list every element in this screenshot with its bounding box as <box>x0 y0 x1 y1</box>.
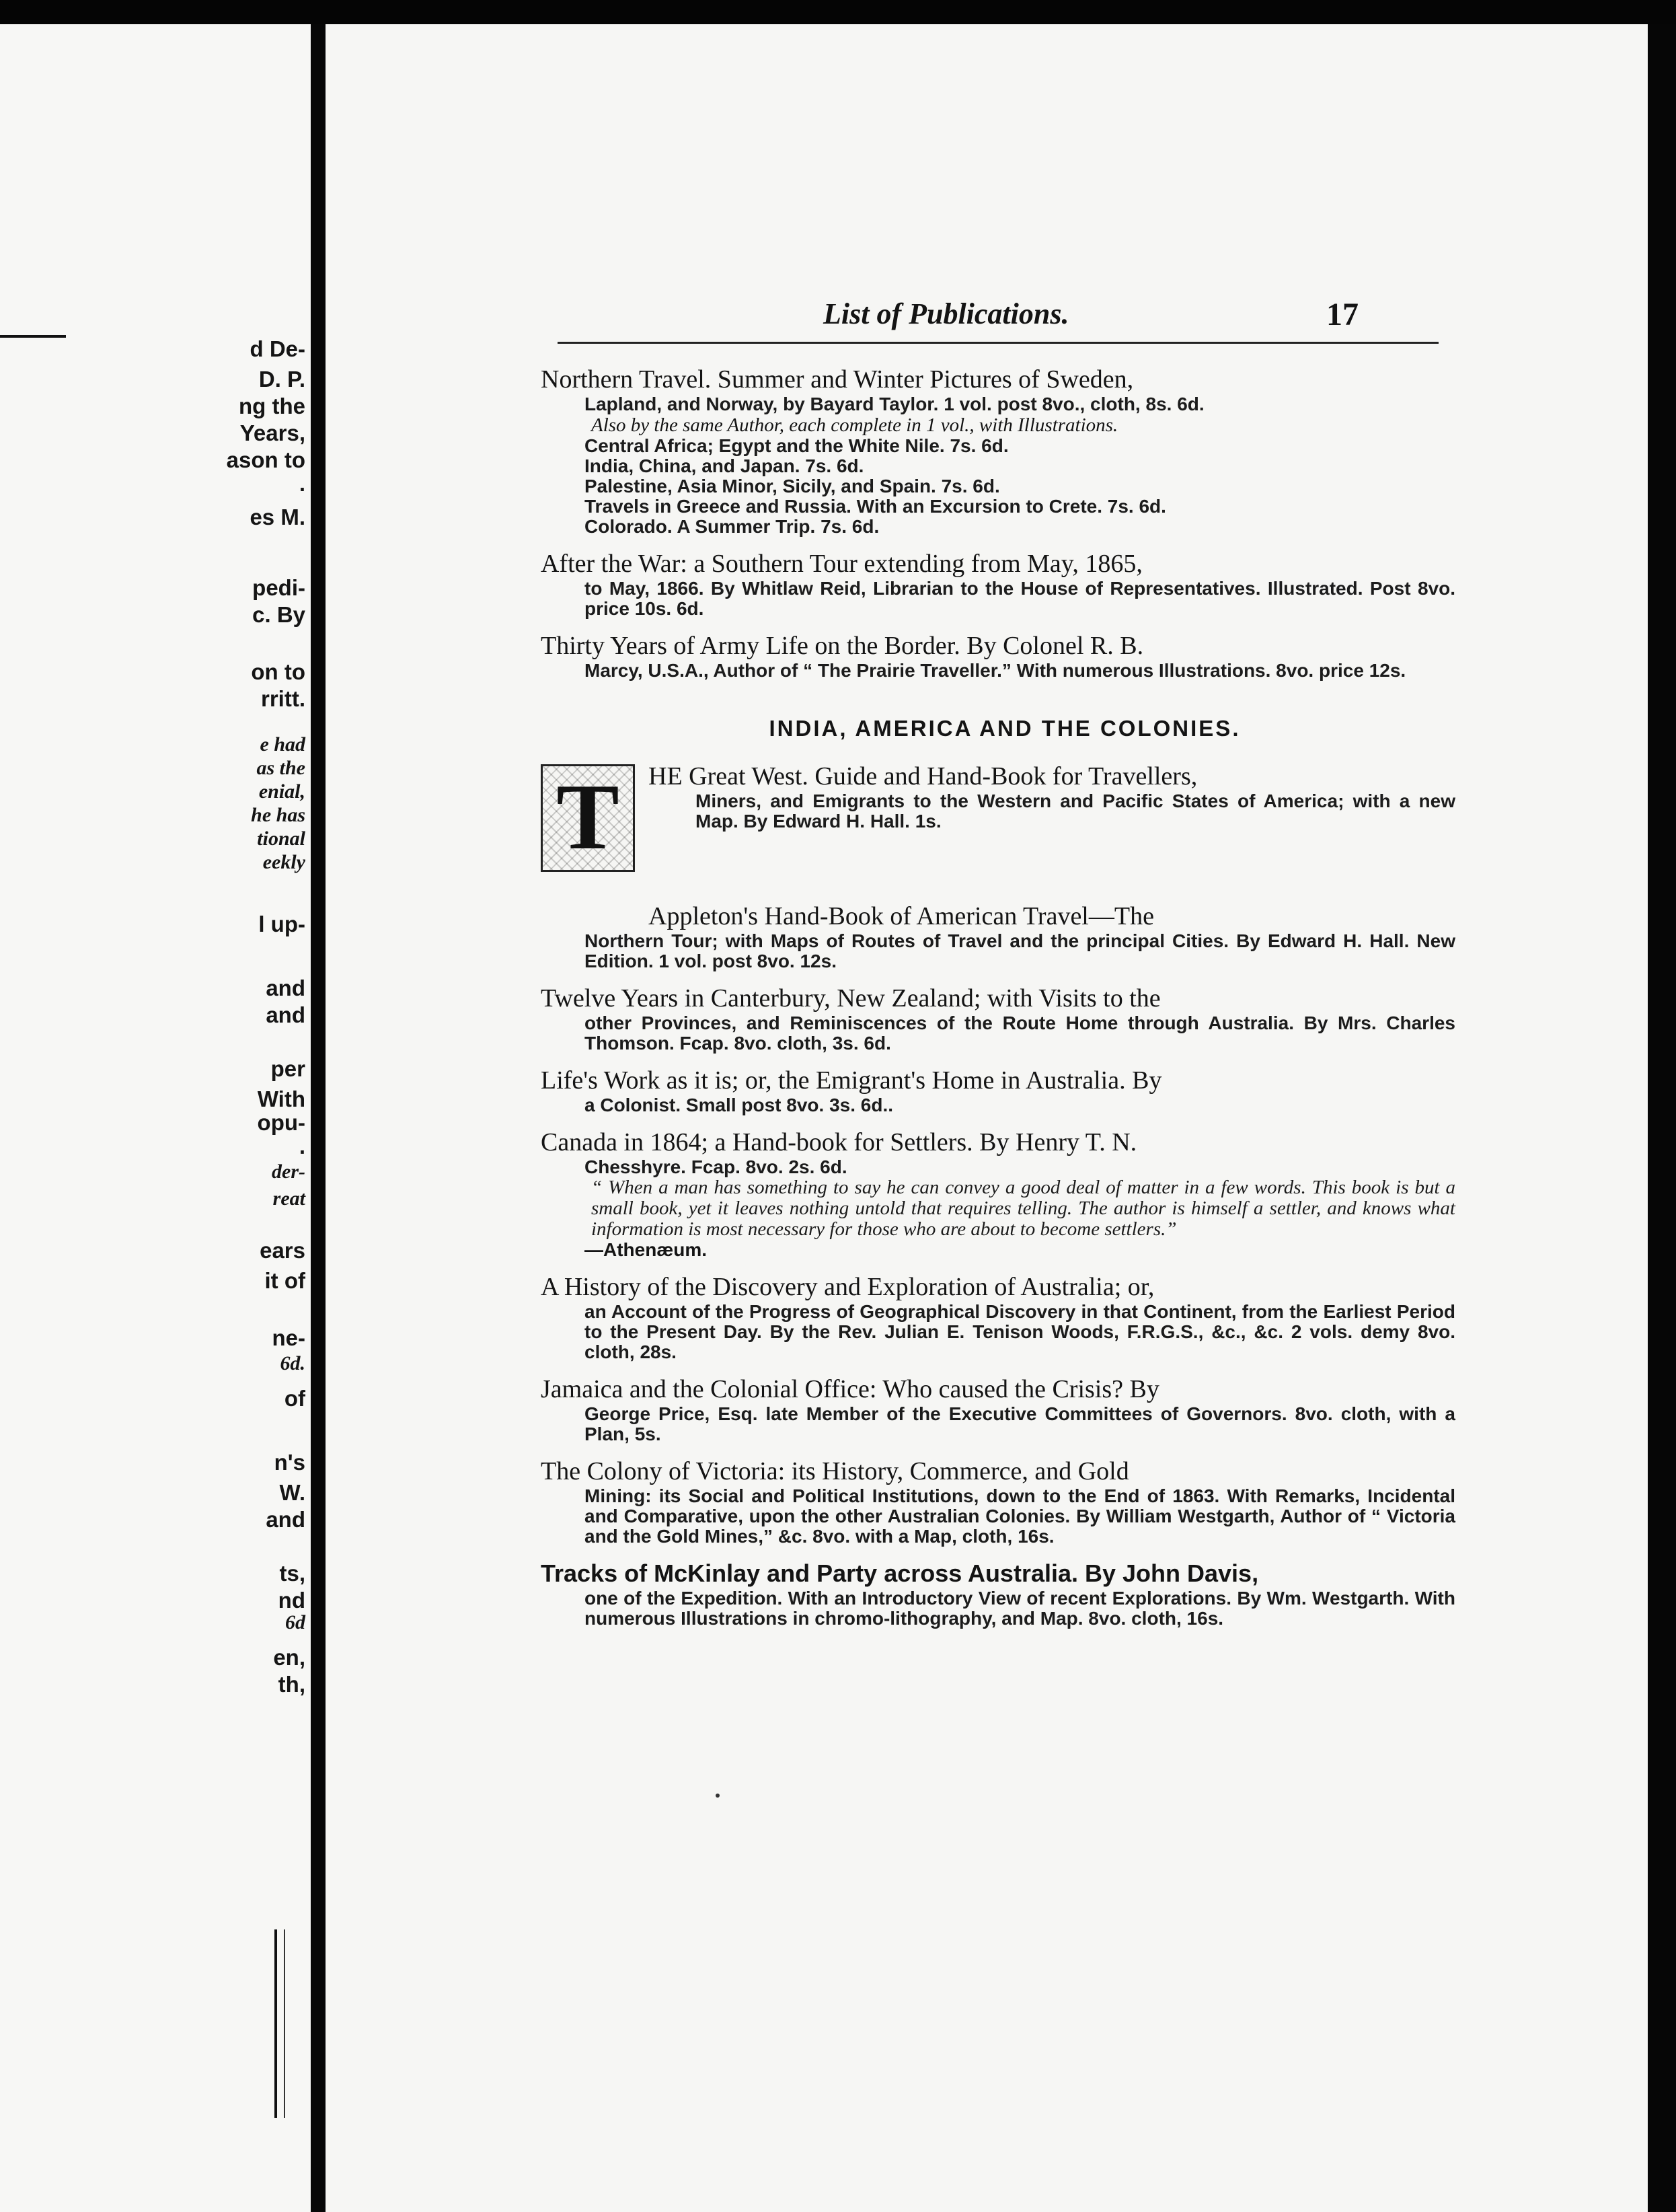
sub-title-item: Central Africa; Egypt and the White Nile. 7s. 6d. <box>584 435 1009 456</box>
previous-page-fragment: opu- <box>257 1110 305 1135</box>
entry-details: Lapland, and Norway, by Bayard Taylor. 1 vol. post 8vo., cloth, 8s. 6d. <box>584 394 1205 414</box>
entry-title: Thirty Years of Army Life on the Border. By Colonel R. B. <box>541 632 1144 660</box>
previous-page-fragment: D. P. <box>258 367 305 392</box>
book-gutter <box>311 24 326 2212</box>
previous-page-fragment: c. By <box>252 602 305 627</box>
previous-page-fragment: and <box>266 1002 305 1027</box>
previous-page-fragment: tional <box>257 827 305 850</box>
entry-details: George Price, Esq. late Member of the Executive Committees of Governors. 8vo. cloth, with a Plan, 5s. <box>584 1403 1455 1444</box>
entry-title: Tracks of McKinlay and Party across Australia. By John Davis, <box>541 1559 1259 1587</box>
previous-page-fragment: and <box>266 1507 305 1532</box>
author-note: Also by the same Author, each complete in 1 vol., with Illustrations. <box>591 414 1118 436</box>
previous-page-fragment: he has <box>251 804 305 826</box>
publication-entry <box>527 365 1455 537</box>
entry-title: HE Great West. Guide and Hand-Book for Travellers, <box>648 762 1198 790</box>
previous-page-fragment: ason to <box>226 447 305 472</box>
previous-page-fragment: eekly <box>262 851 305 873</box>
sub-title-item: Palestine, Asia Minor, Sicily, and Spain. 7s. 6d. <box>584 476 1000 496</box>
entry-title: Canada in 1864; a Hand-book for Settlers. By Henry T. N. <box>541 1128 1137 1156</box>
entry-title: The Colony of Victoria: its History, Commerce, and Gold <box>541 1457 1129 1485</box>
previous-page-fragment: it of <box>264 1268 305 1293</box>
entry-title: Northern Travel. Summer and Winter Pictures of Sweden, <box>541 365 1134 394</box>
previous-page-fragment: 6d <box>285 1611 305 1633</box>
entry-title: After the War: a Southern Tour extending from May, 1865, <box>541 550 1143 578</box>
previous-page-fragment: per <box>270 1056 305 1081</box>
entry-title: Life's Work as it is; or, the Emigrant's Home in Australia. By <box>541 1066 1162 1095</box>
publication-entry <box>527 1457 1455 1547</box>
previous-page-fragment: rritt. <box>261 686 305 711</box>
previous-page-fragment: and <box>266 975 305 1000</box>
previous-page-fragment: . <box>299 471 305 496</box>
previous-page-fragment: n's <box>274 1450 305 1475</box>
entry-details: Chesshyre. Fcap. 8vo. 2s. 6d. <box>584 1156 847 1177</box>
review-quote: “ When a man has something to say he can convey a good deal of matter in a few words. This book is but a small book, yet it leaves nothing untold that requires telling. The author is himself a settler, and knows what information is most necessary for those who are about to become settlers.” <box>591 1177 1455 1240</box>
publication-entry <box>527 1559 1455 1629</box>
previous-page-fragment: ng the <box>239 394 305 418</box>
previous-page-fragment: enial, <box>258 780 305 803</box>
header-rule <box>558 342 1439 344</box>
previous-page-fragment: 6d. <box>280 1352 305 1374</box>
entry-details: Northern Tour; with Maps of Routes of Travel and the principal Cities. By Edward H. Hall. New Edition. 1 vol. post 8vo. 12s. <box>584 930 1455 971</box>
entry-details: other Provinces, and Reminiscences of the Route Home through Australia. By Mrs. Charles Thomson. Fcap. 8vo. cloth, 3s. 6d. <box>584 1012 1455 1054</box>
previous-page-fragment: en, <box>273 1645 305 1670</box>
publication-entry <box>527 901 1455 971</box>
sub-title-item: Colorado. A Summer Trip. 7s. 6d. <box>584 516 880 537</box>
publication-entry <box>527 1272 1455 1362</box>
previous-page-fragment: With <box>257 1086 305 1111</box>
entry-details: Mining: its Social and Political Institutions, down to the End of 1863. With Remarks, Incidental and Comparative, upon the other Australian Colonies. By William Westgarth, Author of “ Victoria and the Gold Mines,” &c. 8vo. with a Map, cloth, 16s. <box>584 1485 1455 1547</box>
previous-page-fragment: . <box>299 1134 305 1158</box>
publication-entry <box>527 1066 1455 1115</box>
binding-mark <box>274 1929 285 2118</box>
sub-title-item: India, China, and Japan. 7s. 6d. <box>584 455 864 476</box>
previous-page-edge <box>0 24 311 2212</box>
previous-page-fragment: l up- <box>258 912 305 936</box>
entry-details: Miners, and Emigrants to the Western and Pacific States of America; with a new Map. By Edward H. Hall. 1s. <box>695 790 1455 832</box>
current-page <box>326 24 1648 2212</box>
publication-list <box>527 365 1455 1641</box>
publication-entry <box>527 1374 1455 1444</box>
entry-details: one of the Expedition. With an Introductory View of recent Explorations. By Wm. Westgarth. With numerous Illustrations in chromo-lithography, and Map. 8vo. cloth, 16s. <box>584 1588 1455 1629</box>
page-header <box>326 266 1648 347</box>
publication-entry <box>527 984 1455 1054</box>
ornamental-initial: T <box>541 764 635 872</box>
previous-page-fragment: der- <box>272 1160 305 1183</box>
section-heading: INDIA, AMERICA AND THE COLONIES. <box>769 716 1241 741</box>
entry-details: a Colonist. Small post 8vo. 3s. 6d.. <box>584 1095 894 1115</box>
entry-details: Marcy, U.S.A., Author of “ The Prairie Traveller.” With numerous Illustrations. 8vo. price 12s. <box>584 660 1406 681</box>
quote-source: —Athenæum. <box>584 1239 707 1260</box>
publication-entry <box>527 631 1455 681</box>
previous-page-fragment: e had <box>260 733 305 755</box>
entry-details: to May, 1866. By Whitlaw Reid, Librarian to the House of Representatives. Illustrated. Post 8vo. price 10s. 6d. <box>584 578 1455 619</box>
previous-page-fragment: on to <box>251 659 305 684</box>
previous-page-fragment: ears <box>260 1238 305 1263</box>
previous-page-fragment: ne- <box>272 1325 305 1350</box>
previous-page-fragment: d De- <box>250 336 305 361</box>
page-number: 17 <box>1326 297 1359 332</box>
previous-page-fragment: Years, <box>239 420 305 445</box>
previous-page-fragment: pedi- <box>252 575 305 600</box>
sub-title-item: Travels in Greece and Russia. With an Excursion to Crete. 7s. 6d. <box>584 496 1166 517</box>
previous-page-fragment: reat <box>272 1187 305 1210</box>
entry-details: an Account of the Progress of Geographical Discovery in that Continent, from the Earliest Period to the Present Day. By the Rev. Julian E. Tenison Woods, F.R.G.S., &c., &c. 2 vols. demy 8vo. cloth, 28s. <box>584 1301 1455 1362</box>
previous-page-fragment: W. <box>279 1480 305 1505</box>
previous-page-fragment: of <box>284 1386 305 1411</box>
publication-entry <box>527 1128 1455 1260</box>
previous-page-rule <box>0 335 66 338</box>
scan-border <box>1648 24 1676 2212</box>
entry-title: Appleton's Hand-Book of American Travel—The <box>648 902 1154 930</box>
previous-page-fragment: es M. <box>250 505 305 529</box>
previous-page-fragment: th, <box>278 1672 305 1697</box>
previous-page-fragment: ts, <box>279 1561 305 1586</box>
previous-page-fragment: nd <box>278 1588 305 1613</box>
running-title: List of Publications. <box>823 297 1069 330</box>
entry-title: Twelve Years in Canterbury, New Zealand; with Visits to the <box>541 984 1161 1012</box>
entry-title: Jamaica and the Colonial Office: Who caused the Crisis? By <box>541 1375 1159 1403</box>
previous-page-fragment: as the <box>256 757 305 779</box>
entry-title: A History of the Discovery and Exploration of Australia; or, <box>541 1273 1155 1301</box>
publication-entry <box>527 762 1455 889</box>
publication-entry <box>527 549 1455 619</box>
ink-speck <box>716 1794 720 1798</box>
